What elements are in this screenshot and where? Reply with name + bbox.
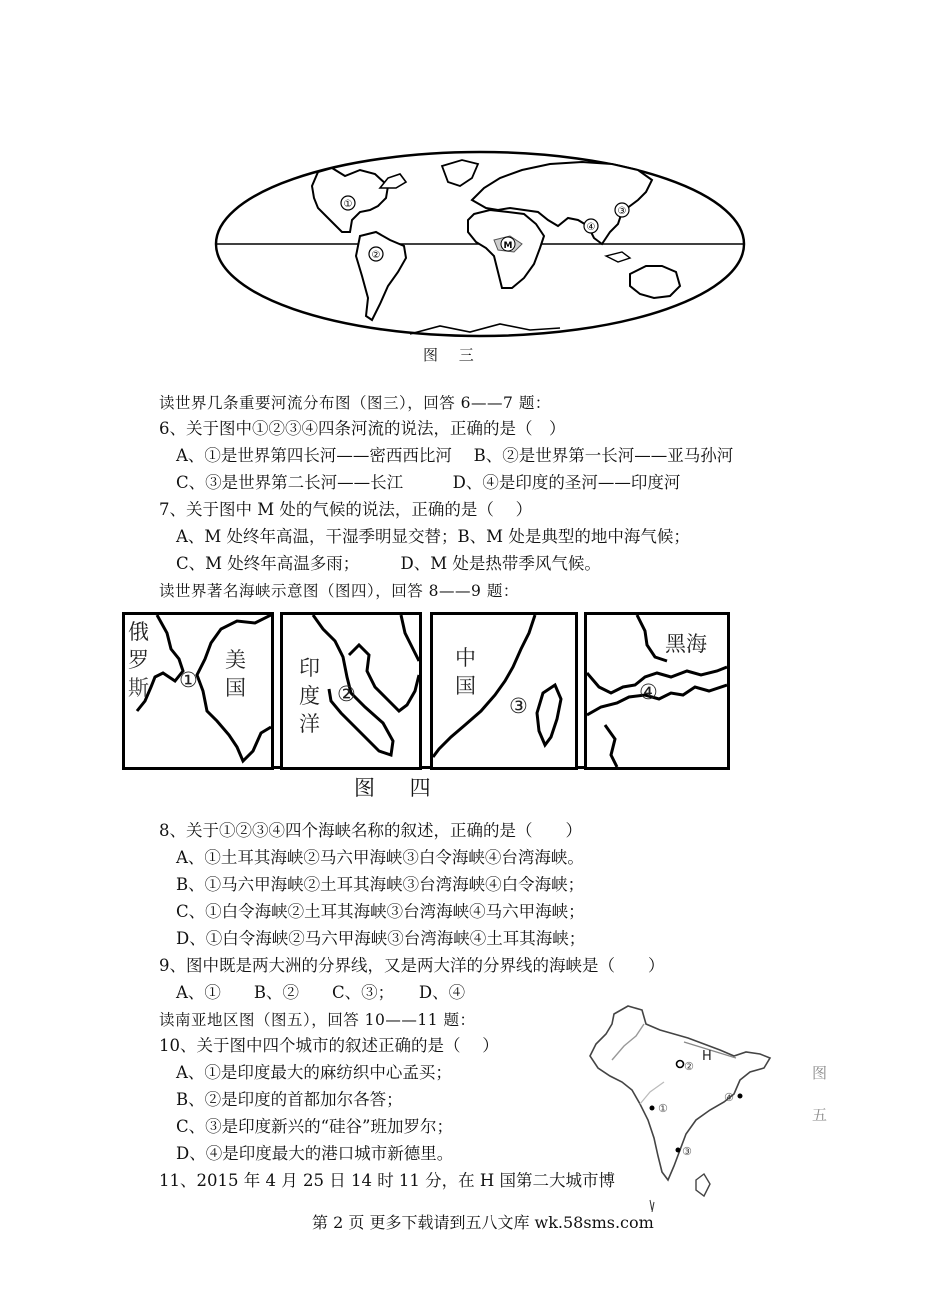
q6-options-ab: A、①是世界第四长河——密西西比河 B、②是世界第一长河——亚马孙河 (176, 446, 734, 465)
label-china-2: 国 (455, 674, 476, 698)
q8-option-a: A、①土耳其海峡②马六甲海峡③白令海峡④台湾海峡。 (176, 848, 584, 867)
intro-q10-11: 读南亚地区图（图五），回答 10——11 题： (159, 1011, 476, 1029)
figure4-caption: 图 四 (354, 776, 445, 800)
q8-option-b: B、①马六甲海峡②土耳其海峡③台湾海峡④白令海峡； (176, 875, 585, 894)
label-russia-3: 斯 (128, 676, 149, 700)
label-black-sea: 黑海 (665, 632, 707, 656)
city-4-dot (738, 1094, 743, 1099)
figure5-caption-2: 五 (812, 1106, 828, 1124)
city-2-label: ② (684, 1060, 694, 1073)
intro-q6-7: 读世界几条重要河流分布图（图三），回答 6——7 题： (159, 394, 551, 412)
city-3-dot (676, 1148, 681, 1153)
page-footer: 第 2 页 更多下载请到五八文库 wk.58sms.com (312, 1213, 654, 1232)
q7-options-cd: C、M 处终年高温多雨； D、M 处是热带季风气候。 (176, 554, 601, 573)
strait-4-number: ④ (639, 680, 658, 704)
strait-panel-1 (122, 612, 274, 770)
city-3-label: ③ (682, 1145, 692, 1158)
climate-m-label: M (503, 241, 513, 251)
figure3-caption: 图 三 (423, 346, 482, 364)
river-1-label: ① (343, 199, 353, 210)
figure5-caption-1: 图 (812, 1064, 828, 1082)
strait-panel-3 (430, 612, 578, 770)
q7-stem: 7、关于图中 M 处的气候的说法，正确的是（ ） (159, 500, 533, 519)
label-indian-ocean-1: 印 (299, 656, 320, 680)
city-2-dot (677, 1061, 684, 1068)
q10-option-c: C、③是印度新兴的“硅谷”班加罗尔； (176, 1117, 453, 1136)
q8-option-d: D、①白令海峡②马六甲海峡③台湾海峡④土耳其海峡； (176, 929, 586, 948)
city-1-label: ① (658, 1102, 668, 1115)
q10-option-d: D、④是印度最大的港口城市新德里。 (176, 1144, 454, 1163)
label-russia-1: 俄 (128, 620, 149, 644)
river-2-label: ② (371, 250, 381, 261)
city-4-label: ④ (724, 1091, 734, 1104)
strait-2-number: ② (337, 682, 356, 706)
strait-1-number: ① (179, 668, 198, 692)
label-usa-1: 美 (225, 648, 246, 672)
q9-stem: 9、图中既是两大洲的分界线，又是两大洋的分界线的海峡是（ ） (159, 956, 665, 975)
q10-option-b: B、②是印度的首都加尔各答； (176, 1090, 403, 1109)
country-h-label: H (702, 1049, 712, 1064)
label-russia-2: 罗 (128, 648, 149, 672)
world-river-map (210, 148, 750, 348)
strait-3-number: ③ (509, 694, 528, 718)
q10-option-a: A、①是印度最大的麻纺织中心孟买； (176, 1063, 452, 1082)
label-china-1: 中 (455, 646, 476, 670)
q8-stem: 8、关于①②③④四个海峡名称的叙述，正确的是（ ） (159, 821, 582, 840)
river-4-label: ④ (586, 222, 596, 233)
river-3-label: ③ (617, 206, 627, 217)
intro-q8-9: 读世界著名海峡示意图（图四），回答 8——9 题： (159, 582, 519, 600)
q10-stem: 10、关于图中四个城市的叙述正确的是（ ） (159, 1036, 499, 1055)
q6-options-cd: C、③是世界第二长河——长江 D、④是印度的圣河——印度河 (176, 473, 681, 492)
city-1-dot (650, 1106, 655, 1111)
q9-options: A、① B、② C、③； D、④ (176, 983, 466, 1002)
label-usa-2: 国 (225, 676, 246, 700)
q7-options-ab: A、M 处终年高温，干湿季明显交替；B、M 处是典型的地中海气候； (176, 527, 690, 546)
strait-panel-4 (584, 612, 730, 770)
strait-panel-2 (280, 612, 422, 770)
q11-stem: 11、2015 年 4 月 25 日 14 时 11 分，在 H 国第二大城市博 (159, 1171, 616, 1190)
q6-stem: 6、关于图中①②③④四条河流的说法，正确的是（ ） (159, 419, 566, 438)
label-indian-ocean-2: 度 (299, 684, 320, 708)
south-asia-map (584, 1000, 794, 1212)
q8-option-c: C、①白令海峡②土耳其海峡③台湾海峡④马六甲海峡； (176, 902, 585, 921)
label-indian-ocean-3: 洋 (299, 712, 320, 736)
